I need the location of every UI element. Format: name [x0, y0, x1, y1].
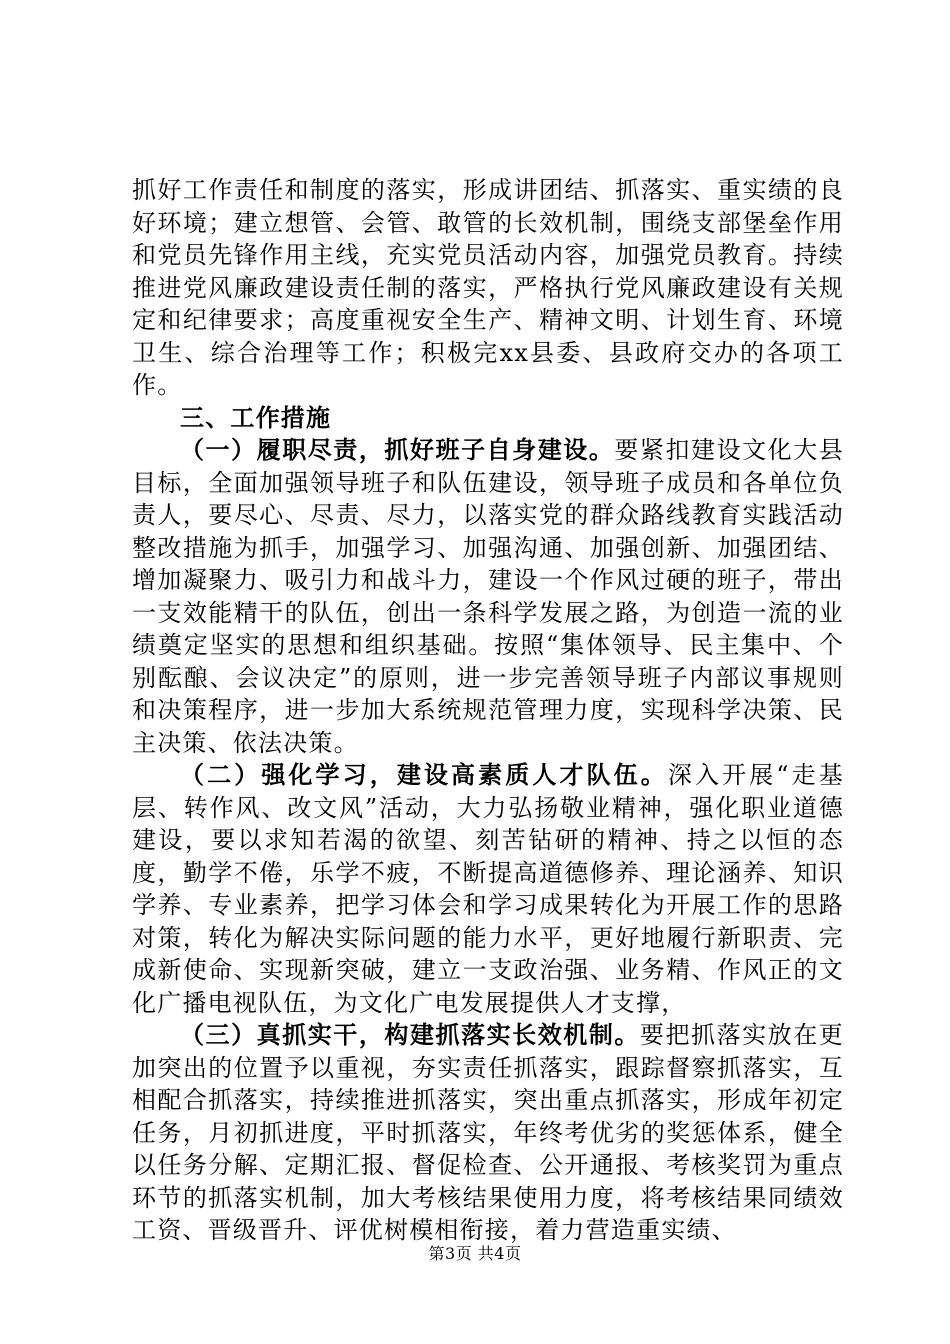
measure-item-1-lead: （一）履职尽责，抓好班子自身建设。 [180, 436, 615, 464]
measure-item-3 [132, 1019, 844, 1247]
document-body [132, 174, 844, 1247]
measure-item-2 [132, 759, 844, 1019]
measure-item-3-lead: （三）真抓实干，构建抓落实长效机制。 [180, 1021, 640, 1049]
measure-item-1 [132, 434, 844, 759]
measure-item-2-lead: （二）强化学习，建设高素质人才队伍。 [180, 761, 668, 789]
measure-item-3-body: 要把抓落实放在更加突出的位置予以重视，夯实责任抓落实，跟踪督察抓落实，互相配合抓落实，持续推进抓落实，突出重点抓落实，形成年初定任务，月初抓进度，平时抓落实，年终考优劣的奖惩体系，健全以任务分解、定期汇报、督促检查、公开通报、考核奖罚为重点环节的抓落实机制，加大考核结果使用力度，将考核结果同绩效工资、晋级晋升、评优树模相衔接，着力营造重实绩、 [132, 1021, 844, 1244]
measure-item-2-body: 深入开展“走基层、转作风、改文风”活动，大力弘扬敬业精神，强化职业道德建设，要以求知若渴的欲望、刻苦钻研的精神、持之以恒的态度，勤学不倦，乐学不疲，不断提高道德修养、理论涵养、知识学养、专业素养，把学习体会和学习成果转化为开展工作的思路对策，转化为解决实际问题的能力水平，更好地履行新职责、完成新使命、实现新突破，建立一支政治强、业务精、作风正的文化广播电视队伍，为文化广电发展提供人才支撑， [132, 761, 844, 1017]
continued-paragraph: 抓好工作责任和制度的落实，形成讲团结、抓落实、重实绩的良好环境；建立想管、会管、敢管的长效机制，围绕支部堡垒作用和党员先锋作用主线，充实党员活动内容，加强党员教育。持续推进党风廉政建设责任制的落实，严格执行党风廉政建设有关规定和纪律要求；高度重视安全生产、精神文明、计划生育、环境卫生、综合治理等工作；积极完xx县委、县政府交办的各项工作。 [132, 176, 844, 399]
section-heading: 三、工作措施 [180, 403, 332, 432]
measure-item-1-body: 要紧扣建设文化大县目标，全面加强领导班子和队伍建设，领导班子成员和各单位负责人，要尽心、尽责、尽力，以落实党的群众路线教育实践活动整改措施为抓手，加强学习、加强沟通、加强创新、加强团结、增加凝聚力、吸引力和战斗力，建设一个作风过硬的班子，带出一支效能精干的队伍，创出一条科学发展之路，为创造一流的业绩奠定坚实的思想和组织基础。按照“集体领导、民主集中、个别酝酿、会议决定”的原则，进一步完善领导班子内部议事规则和决策程序，进一步加大系统规范管理力度，实现科学决策、民主决策、依法决策。 [132, 436, 844, 757]
page-number-footer: 第3页 共4页 [428, 1244, 522, 1263]
